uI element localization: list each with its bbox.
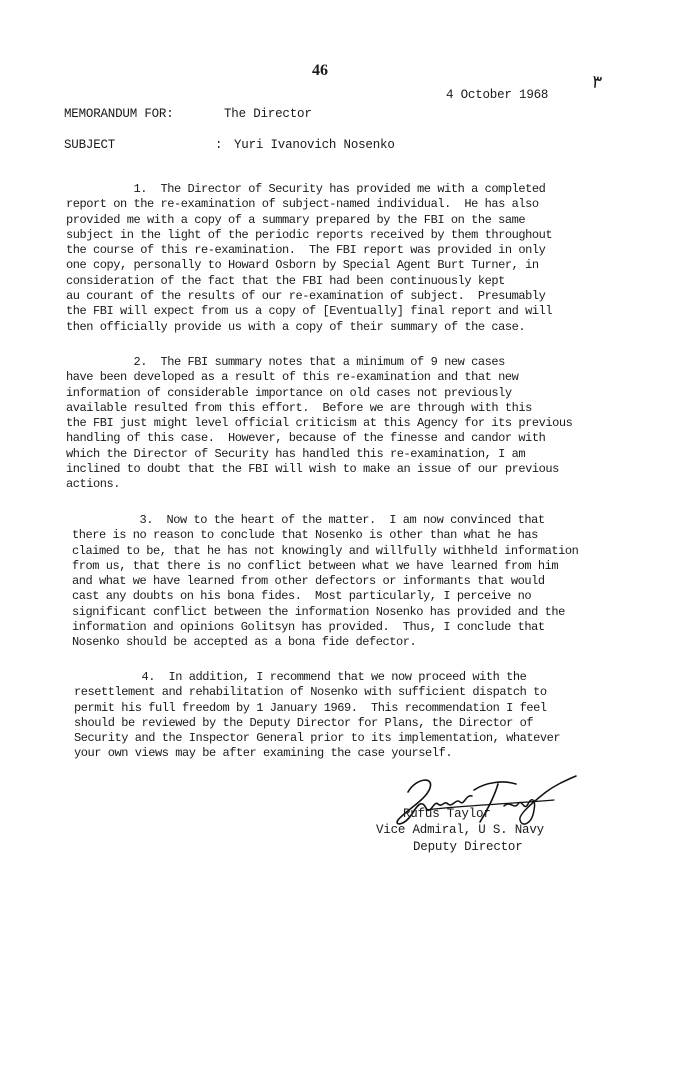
- paragraph-line: actions.: [66, 477, 121, 492]
- paragraph-line: information and opinions Golitsyn has provided. Thus, I conclude that: [72, 620, 545, 635]
- paragraph-2: [66, 355, 572, 493]
- paragraph-line: 3. Now to the heart of the matter. I am now convinced that: [72, 513, 545, 527]
- paragraph-line: report on the re-examination of subject-named individual. He has also: [66, 197, 539, 212]
- paragraph-line: resettlement and rehabilitation of Nosenko with sufficient dispatch to: [74, 685, 547, 700]
- paragraph-line: cast any doubts on his bona fides. Most particularly, I perceive no: [72, 589, 532, 604]
- paragraph-line: should be reviewed by the Deputy Director for Plans, the Director of: [74, 715, 534, 730]
- paragraph-line: Nosenko should be accepted as a bona fide defector.: [72, 635, 417, 650]
- paragraph-line: information of considerable importance on old cases not previously: [66, 385, 512, 400]
- paragraph-line: then officially provide us with a copy of their summary of the case.: [66, 319, 526, 334]
- paragraph-line: the course of this re-examination. The FBI report was provided in only: [66, 243, 546, 258]
- paragraph-line: 1. The Director of Security has provided me with a completed: [66, 182, 546, 196]
- memo-date: 4 October 1968: [446, 88, 549, 102]
- paragraph-line: consideration of the fact that the FBI had been continuously kept: [66, 273, 505, 288]
- corner-mark: ٣: [590, 71, 604, 93]
- subject-row: [64, 138, 395, 152]
- memo-for-label: MEMORANDUM FOR:: [64, 107, 174, 121]
- paragraph-line: subject in the light of the periodic reports received by them throughout: [66, 227, 553, 242]
- paragraph-line: one copy, personally to Howard Osborn by Special Agent Burt Turner, in: [66, 258, 539, 273]
- paragraph-line: claimed to be, that he has not knowingly and willfully withheld information: [72, 543, 579, 558]
- paragraph-line: there is no reason to conclude that Nosenko is other than what he has: [72, 528, 538, 543]
- paragraph-line: inclined to doubt that the FBI will wish to make an issue of our previous: [66, 462, 559, 477]
- paragraph-line: have been developed as a result of this re-examination and that new: [66, 370, 519, 385]
- paragraph-line: the FBI will expect from us a copy of [Eventually] final report and will: [66, 304, 553, 319]
- paragraph-3: [72, 513, 578, 651]
- subject-label: SUBJECT: [64, 138, 116, 152]
- paragraph-line: permit his full freedom by 1 January 1969. This recommendation I feel: [74, 700, 547, 715]
- signer-name: Rufus Taylor: [403, 807, 491, 821]
- paragraph-line: available resulted from this effort. Before we are through with this: [66, 400, 532, 415]
- subject-value: Yuri Ivanovich Nosenko: [234, 138, 395, 152]
- paragraph-line: Security and the Inspector General prior to its implementation, whatever: [74, 731, 561, 746]
- paragraph-line: 4. In addition, I recommend that we now proceed with the: [74, 670, 527, 684]
- paragraph-line: 2. The FBI summary notes that a minimum of 9 new cases: [66, 355, 505, 369]
- paragraph-4: [74, 670, 560, 762]
- paragraph-line: au courant of the results of our re-examination of subject. Presumably: [66, 289, 546, 304]
- paragraph-line: handling of this case. However, because of the finesse and candor with: [66, 431, 546, 446]
- paragraph-1: [66, 182, 552, 335]
- memo-for-row: [64, 107, 312, 121]
- paragraph-line: from us, that there is no conflict between what we have learned from him: [72, 558, 559, 573]
- paragraph-line: significant conflict between the information Nosenko has provided and the: [72, 604, 565, 619]
- memo-for-recipient: The Director: [224, 107, 312, 121]
- subject-colon: :: [215, 138, 223, 152]
- paragraph-line: and what we have learned from other defectors or informants that would: [72, 574, 545, 589]
- page-number: 46: [312, 62, 328, 79]
- paragraph-line: which the Director of Security has handled this re-examination, I am: [66, 446, 526, 461]
- paragraph-line: your own views may be after examining the case yourself.: [74, 746, 453, 761]
- paragraph-line: provided me with a copy of a summary prepared by the FBI on the same: [66, 212, 526, 227]
- signer-rank: Vice Admiral, U S. Navy: [376, 823, 544, 837]
- signer-title: Deputy Director: [413, 840, 523, 854]
- paragraph-line: the FBI just might level official criticism at this Agency for its previous: [66, 416, 573, 431]
